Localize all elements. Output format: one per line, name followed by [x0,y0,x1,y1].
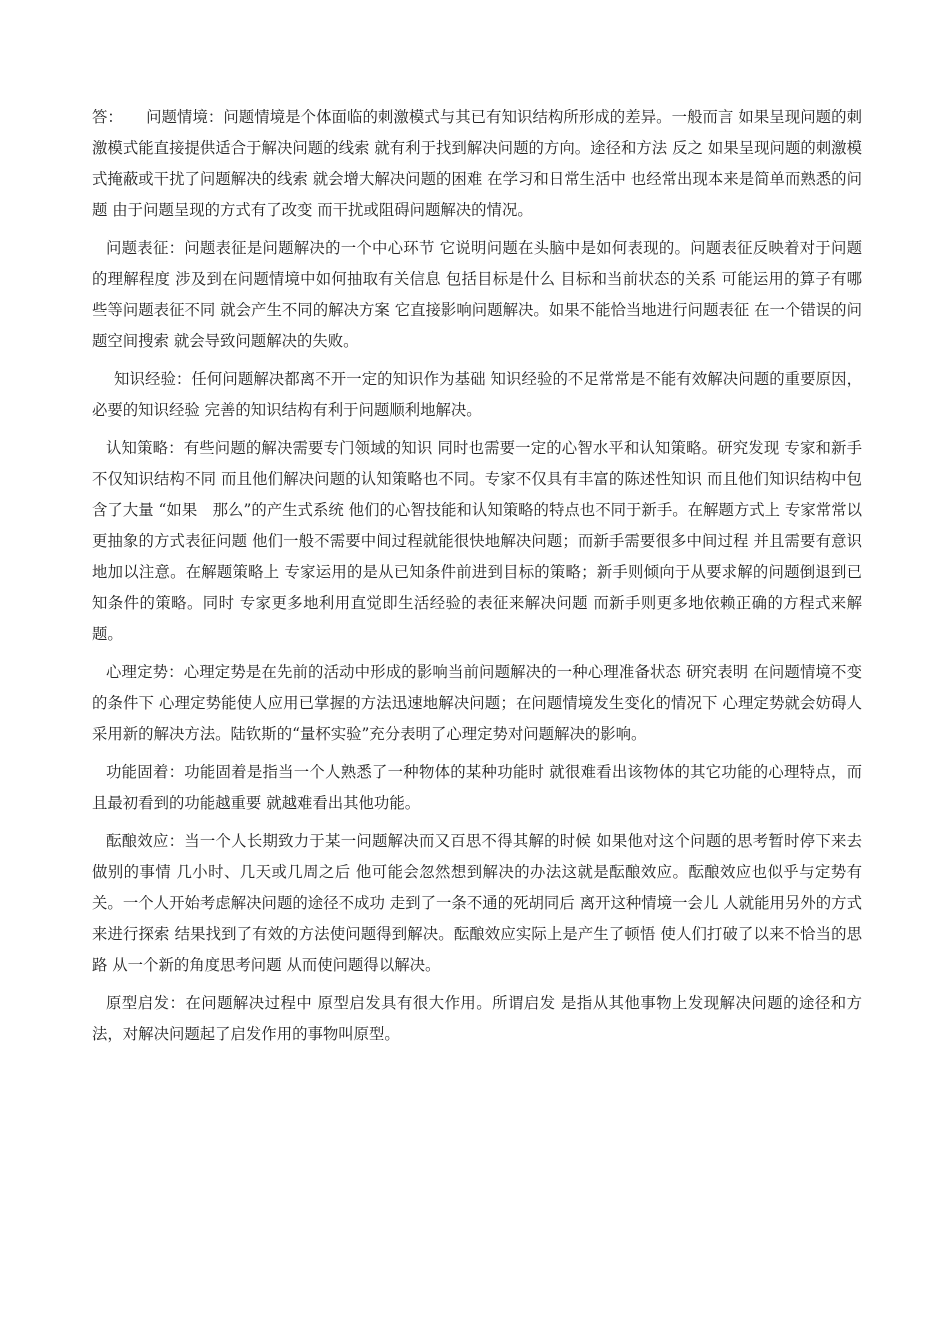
paragraph-text: 问题表征：问题表征是问题解决的一个中心环节 它说明问题在头脑中是如何表现的。问题表征反映着对于问题的理解程度 涉及到在问题情境中如何抽取有关信息 包括目标是什么 目标和当前状态的关系 可能运用的算子有哪些等问题表征不同 就会产生不同的解决方案 它直接影响问题解决。如果不能恰当地进行问题表征 在一个错误的问题空间搜索 就会导致问题解决的失败。 [92,239,862,350]
paragraph-text: 知识经验：任何问题解决都离不开一定的知识作为基础 知识经验的不足常常是不能有效解决问题的重要原因，必要的知识经验 完善的知识结构有利于问题顺利地解决。 [92,370,862,419]
paragraph-text: 功能固着：功能固着是指当一个人熟悉了一种物体的某种功能时 就很难看出该物体的其它功能的心理特点，而且最初看到的功能越重要 就越难看出其他功能。 [92,763,862,812]
document-body [92,102,862,1057]
paragraph-mental-set [92,657,862,750]
paragraph-problem-representation [92,233,862,357]
paragraph-functional-fixedness [92,757,862,819]
paragraph-text: 问题情境：问题情境是个体面临的刺激模式与其已有知识结构所形成的差异。一般而言 如果呈现问题的刺激模式能直接提供适合于解决问题的线索 就有利于找到解决问题的方向。途径和方法 反之 如果呈现问题的刺激模式掩蔽或干扰了问题解决的线索 就会增大解决问题的困难 在学习和日常生活中 也经常出现本来是简单而熟悉的问题 由于问题呈现的方式有了改变 而干扰或阻碍问题解决的情况。 [92,108,862,219]
paragraph-text: 原型启发：在问题解决过程中 原型启发具有很大作用。所谓启发 是指从其他事物上发现解决问题的途径和方法，对解决问题起了启发作用的事物叫原型。 [92,994,862,1043]
paragraph-text: 心理定势：心理定势是在先前的活动中形成的影响当前问题解决的一种心理准备状态 研究表明 在问题情境不变的条件下 心理定势能使人应用已掌握的方法迅速地解决问题；在问题情境发生变化的情况下 心理定势就会妨碍人采用新的解决方法。陆钦斯的“量杯实验”充分表明了心理定势对问题解决的影响。 [92,663,862,743]
paragraph-cognitive-strategy [92,433,862,650]
paragraph-knowledge-experience [92,364,862,426]
paragraph-text: 认知策略：有些问题的解决需要专门领域的知识 同时也需要一定的心智水平和认知策略。研究发现 专家和新手不仅知识结构不同 而且他们解决问题的认知策略也不同。专家不仅具有丰富的陈述性知识 而且他们知识结构中包含了大量 “如果 那么”的产生式系统 他们的心智技能和认知策略的特点也不同于新手。在解题方式上 专家常常以更抽象的方式表征问题 他们一般不需要中间过程就能很快地解决问题；而新手需要很多中间过程 并且需要有意识地加以注意。在解题策略上 专家运用的是从已知条件前进到目标的策略；新手则倾向于从要求解的问题倒退到已知条件的策略。同时 专家更多地利用直觉即生活经验的表征来解决问题 而新手则更多地依赖正确的方程式来解题。 [92,439,862,643]
answer-label: 答： [92,108,123,126]
paragraph-problem-situation [92,102,862,226]
paragraph-incubation-effect [92,826,862,981]
paragraph-text: 酝酿效应：当一个人长期致力于某一问题解决而又百思不得其解的时候 如果他对这个问题的思考暂时停下来去做别的事情 几小时、几天或几周之后 他可能会忽然想到解决的办法这就是酝酿效应。酝酿效应也似乎与定势有关。一个人开始考虑解决问题的途径不成功 走到了一条不通的死胡同后 离开这种情境一会儿 人就能用另外的方式来进行探索 结果找到了有效的方法使问题得到解决。酝酿效应实际上是产生了顿悟 使人们打破了以来不恰当的思路 从一个新的角度思考问题 从而使问题得以解决。 [92,832,862,974]
paragraph-prototype-inspiration [92,988,862,1050]
